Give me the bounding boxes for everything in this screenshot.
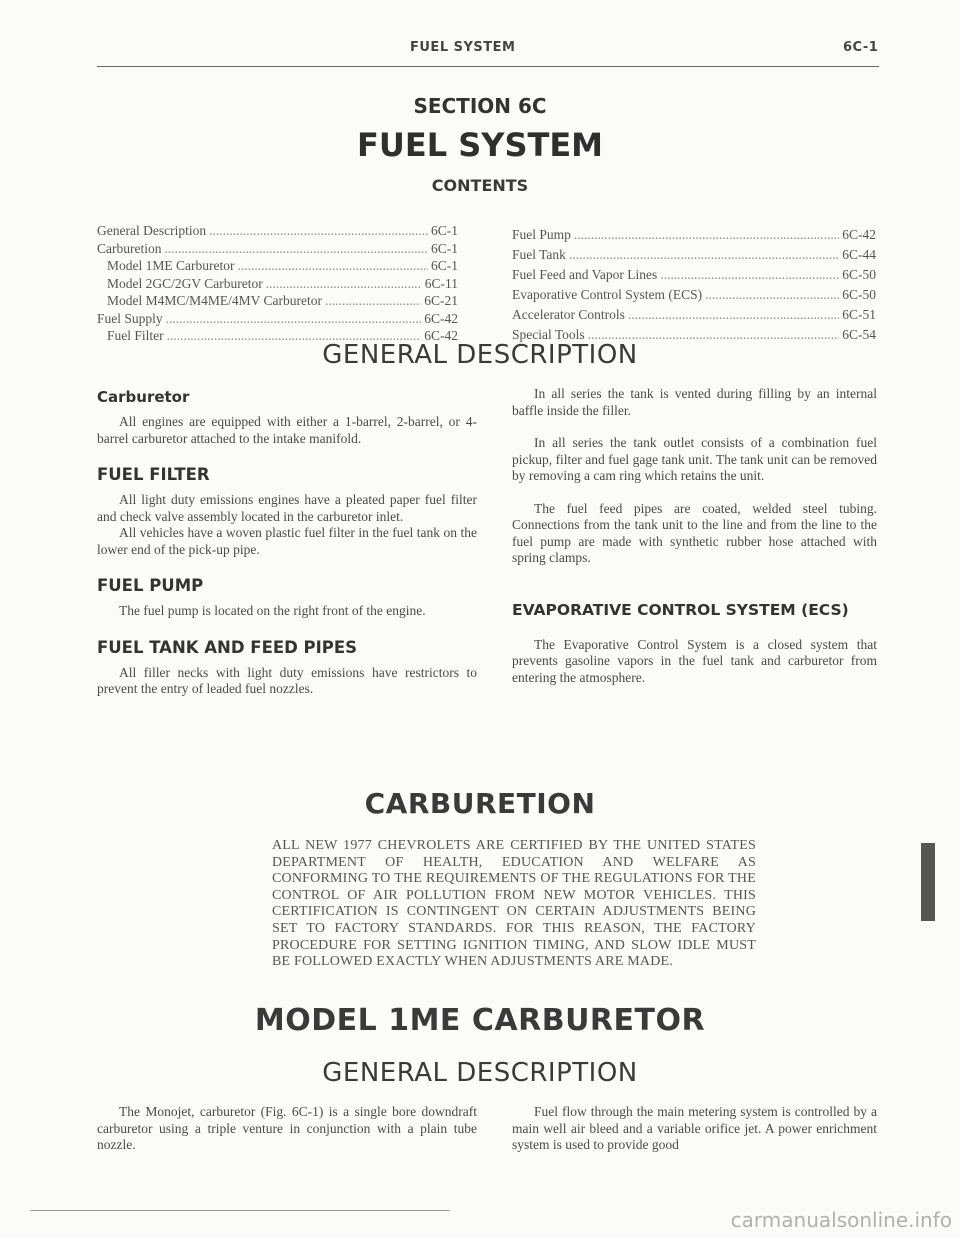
toc-entry-label: Model M4MC/M4ME/4MV Carburetor bbox=[107, 293, 322, 308]
toc-entry-label: Fuel Feed and Vapor Lines bbox=[512, 267, 658, 282]
fuel-flow-text: Fuel flow through the main metering system is controlled by a main well air bleed and a variable orifice jet. A power enrichment system is used to provide good bbox=[512, 1104, 877, 1152]
page-number: 6C-1 bbox=[843, 40, 879, 55]
feed-pipes-text: The fuel feed pipes are coated, welded steel tubing. Connections from the tank unit to the line and from the line to the fuel pump are made with synthetic rubber hose attached with spring clamps. bbox=[512, 500, 877, 565]
toc-entry bbox=[512, 305, 876, 325]
header-rule bbox=[97, 66, 879, 67]
fuel-filter-heading: FUEL FILTER bbox=[97, 465, 210, 484]
toc-entry-label: Special Tools bbox=[512, 327, 585, 342]
toc-entry-page: 6C-21 bbox=[424, 293, 458, 308]
toc-entry bbox=[97, 222, 458, 240]
monojet-text: The Monojet, carburetor (Fig. 6C-1) is a single bore downdraft carburetor using a triple venture in conjunction with a plain tube nozzle. bbox=[97, 1104, 477, 1152]
fuel-filter-text: All light duty emissions engines have a pleated paper fuel filter and check valve assembly located in the carburetor inlet. All vehicles have a woven plastic fuel filter in the fuel tank on the lower end of the pick-up pipe. bbox=[97, 492, 477, 557]
carburetion-heading: CARBURETION bbox=[364, 787, 596, 820]
toc-entry-label: Carburetion bbox=[97, 240, 162, 256]
toc-entry-page: 6C-54 bbox=[842, 327, 876, 342]
toc-right bbox=[512, 225, 876, 345]
carburetor-heading: Carburetor bbox=[97, 388, 190, 406]
general-description-heading: GENERAL DESCRIPTION bbox=[322, 340, 638, 370]
toc-entry-page: 6C-51 bbox=[842, 307, 876, 322]
ecs-text: The Evaporative Control System is a closed system that prevents gasoline vapors in the fuel tank and carburetor from entering the atmosphere. bbox=[512, 636, 877, 685]
footer-rule bbox=[30, 1210, 450, 1211]
page-title: FUEL SYSTEM bbox=[356, 126, 604, 164]
toc-entry-label: Model 1ME Carburetor bbox=[107, 258, 235, 273]
toc-entry-label: Fuel Supply bbox=[97, 310, 163, 326]
toc-entry-label: Fuel Filter bbox=[107, 328, 164, 343]
carburetor-text: All engines are equipped with either a 1-barrel, 2-barrel, or 4-barrel carburetor attached to the intake manifold. bbox=[97, 414, 477, 446]
toc-entry bbox=[97, 240, 458, 258]
toc-entry-label: Fuel Tank bbox=[512, 247, 566, 262]
toc-entry-page: 6C-1 bbox=[431, 258, 458, 273]
ecs-heading: EVAPORATIVE CONTROL SYSTEM (ECS) bbox=[512, 600, 849, 619]
section-label: SECTION 6C bbox=[413, 94, 547, 118]
toc-entry-label: Evaporative Control System (ECS) bbox=[512, 287, 703, 302]
toc-entry bbox=[97, 292, 458, 310]
toc-leader-dots bbox=[628, 305, 839, 325]
certification-notice: ALL NEW 1977 CHEVROLETS ARE CERTIFIED BY THE UNITED STATES DEPARTMENT OF HEALTH, EDUCATION AND WELFARE AS CONFORMING TO THE REQUIREMENTS OF THE REGULATIONS FOR THE CONTROL OF AIR POLLUTION FROM NEW MOTOR VEHICLES. THIS CERTIFICATION IS CONTINGENT ON CERTAIN ADJUSTMENTS BEING SET TO FACTORY STANDARDS. FOR THIS REASON, THE FACTORY PROCEDURE FOR SETTING IGNITION TIMING, AND SLOW IDLE MUST BE FOLLOWED EXACTLY WHEN ADJUSTMENTS ARE MADE. bbox=[272, 838, 756, 970]
toc-entry bbox=[512, 285, 876, 305]
toc-leader-dots bbox=[574, 225, 839, 245]
toc-entry-page: 6C-50 bbox=[842, 267, 876, 282]
model-general-description-heading: GENERAL DESCRIPTION bbox=[322, 1058, 638, 1088]
fuel-tank-heading: FUEL TANK AND FEED PIPES bbox=[97, 637, 358, 657]
toc-entry bbox=[512, 245, 876, 265]
toc-entry-page: 6C-1 bbox=[431, 240, 458, 256]
toc-entry bbox=[97, 310, 458, 328]
toc-entry bbox=[512, 265, 876, 285]
toc-entry-label: General Description bbox=[97, 223, 207, 238]
toc-leader-dots bbox=[266, 275, 422, 293]
fuel-tank-text: All filler necks with light duty emissions have restrictors to prevent the entry of leaded fuel nozzles. bbox=[97, 664, 477, 696]
toc-left bbox=[97, 222, 458, 345]
toc-entry-page: 6C-42 bbox=[424, 310, 458, 326]
toc-leader-dots bbox=[209, 222, 428, 240]
toc-leader-dots bbox=[164, 240, 428, 258]
toc-entry-page: 6C-11 bbox=[424, 275, 458, 291]
toc-leader-dots bbox=[660, 265, 839, 285]
fuel-pump-heading: FUEL PUMP bbox=[97, 576, 204, 595]
toc-entry bbox=[97, 275, 458, 293]
toc-entry-page: 6C-42 bbox=[842, 227, 876, 242]
toc-leader-dots bbox=[166, 310, 422, 328]
toc-entry bbox=[97, 257, 458, 275]
right-column bbox=[512, 386, 877, 686]
vent-text: In all series the tank is vented during filling by an internal baffle inside the filler. bbox=[512, 386, 877, 418]
model-1me-heading: MODEL 1ME CARBURETOR bbox=[254, 1003, 706, 1038]
toc-entry-label: Model 2GC/2GV Carburetor bbox=[107, 275, 263, 291]
toc-entry bbox=[512, 225, 876, 245]
toc-entry-label: Fuel Pump bbox=[512, 227, 571, 242]
contents-heading: CONTENTS bbox=[431, 176, 529, 195]
toc-leader-dots bbox=[325, 292, 421, 310]
toc-entry-page: 6C-44 bbox=[842, 247, 876, 262]
toc-leader-dots bbox=[569, 245, 839, 265]
toc-entry-page: 6C-1 bbox=[431, 223, 458, 238]
toc-entry-page: 6C-42 bbox=[424, 328, 458, 343]
toc-leader-dots bbox=[237, 257, 428, 275]
toc-leader-dots bbox=[705, 285, 839, 305]
watermark: carmanualsonline.info bbox=[730, 1208, 952, 1232]
fuel-pump-text: The fuel pump is located on the right front of the engine. bbox=[119, 603, 426, 618]
running-header-title: FUEL SYSTEM bbox=[410, 40, 516, 55]
tank-outlet-text: In all series the tank outlet consists of a combination fuel pickup, filter and fuel gage tank unit. The tank unit can be removed by removing a cam ring which retains the unit. bbox=[512, 435, 877, 483]
section-tab-marker bbox=[921, 843, 935, 921]
left-column bbox=[97, 388, 477, 698]
toc-entry-page: 6C-50 bbox=[842, 287, 876, 302]
toc-entry-label: Accelerator Controls bbox=[512, 307, 625, 322]
